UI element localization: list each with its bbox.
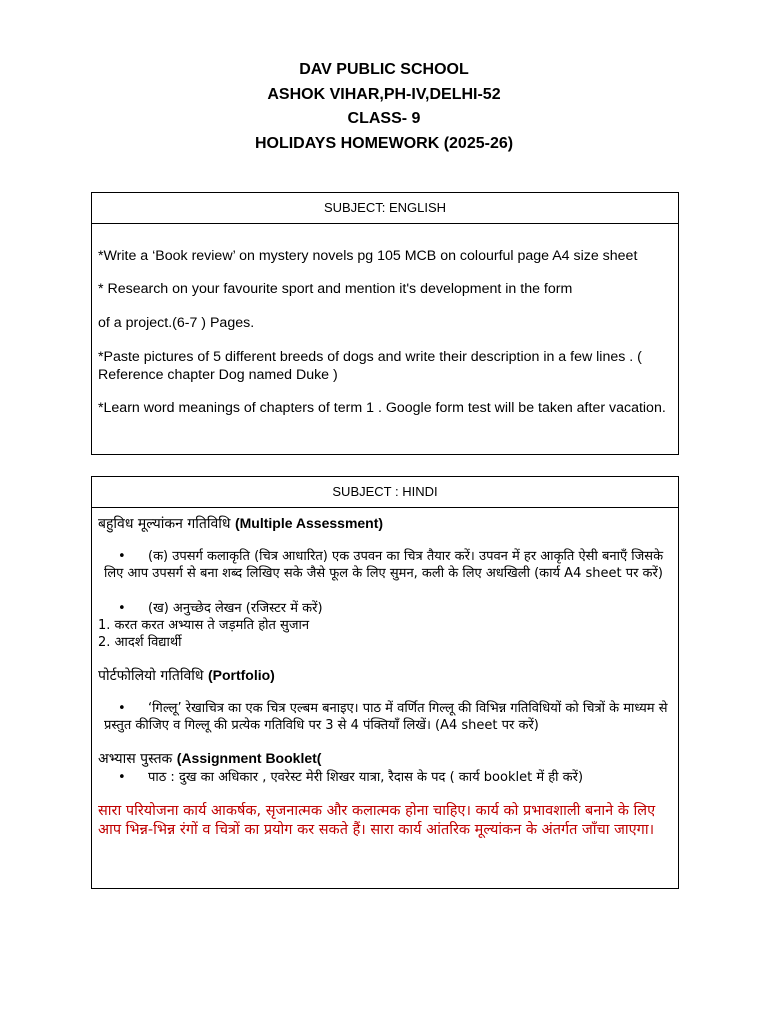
bullet-item-a: • (क) उपसर्ग कलाकृति (चित्र आधारित) एक उपवन का चित्र तैयार करें। उपवन में हर आकृति ऐसी बनाएँ जिसके लिए आप उपसर्ग से बना शब्द लिखिए सके जैसे फूल के लिए सुमन, कली के लिए अधखिली (कार्य A4 sheet पर करें) bbox=[104, 549, 664, 581]
portfolio-heading: पोर्टफोलियो गतिविधि (Portfolio) bbox=[98, 667, 275, 684]
homework-title: HOLIDAYS HOMEWORK (2025-26) bbox=[254, 134, 514, 152]
hindi-subject-title: SUBJECT : HINDI bbox=[92, 477, 678, 508]
assignment-booklet-heading: अभ्यास पुस्तक (Assignment Booklet( bbox=[98, 750, 322, 767]
bullet-icon: • bbox=[118, 601, 126, 616]
essay-option-1: 1. करत करत अभ्यास ते जड़मति होत सुजान bbox=[98, 618, 310, 633]
bullet-icon: • bbox=[118, 701, 126, 716]
english-body bbox=[92, 247, 678, 417]
bullet-icon: • bbox=[118, 549, 126, 564]
english-subject-title: SUBJECT: ENGLISH bbox=[92, 193, 678, 224]
bullet-item-c: • ‘गिल्लू’ रेखाचित्र का एक चित्र एल्बम बनाइए। पाठ में वर्णित गिल्लू की विभिन्न गतिविधियों को चित्रों के माध्यम से प्रस्तुत कीजिए व गिल्लू की प्रत्येक गतिविधि पर 3 से 4 पंक्तियाँ लिखें। (A4 sheet पर करें) bbox=[104, 701, 668, 733]
essay-option-2: 2. आदर्श विद्यार्थी bbox=[98, 635, 182, 650]
project-guidelines-note: सारा परियोजना कार्य आकर्षक, सृजनात्मक और कलात्मक होना चाहिए। कार्य को प्रभावशाली बनाने के लिए आप भिन्न-भिन्न रंगों व चित्रों का प्रयोग कर सकते हैं। सारा कार्य आंतरिक मूल्यांकन के अंतर्गत जाँचा जाएगा। bbox=[98, 803, 656, 838]
school-name: DAV PUBLIC SCHOOL bbox=[299, 61, 469, 78]
english-item-book-review: *Write a ‘Book review’ on mystery novels pg 105 MCB on colourful page A4 size sheet bbox=[98, 248, 638, 264]
english-item-dog-breeds: *Paste pictures of 5 different breeds of dogs and write their description in a few lines . ( Reference chapter Dog named Duke ) bbox=[98, 349, 642, 383]
school-address: ASHOK VIHAR,PH-IV,DELHI-52 bbox=[267, 85, 501, 103]
class-label: CLASS- 9 bbox=[347, 110, 421, 127]
multiple-assessment-heading: बहुविध मूल्यांकन गतिविधि (Multiple Assessment) bbox=[98, 515, 384, 532]
bullet-item-b: • (ख) अनुच्छेद लेखन (रजिस्टर में करें) bbox=[118, 601, 323, 616]
english-item-research: * Research on your favourite sport and mention it's development in the form bbox=[98, 281, 573, 297]
english-item-word-meanings: *Learn word meanings of chapters of term 1 . Google form test will be taken after vacation. bbox=[98, 400, 666, 416]
bullet-item-d: • पाठ : दुख का अधिकार , एवरेस्ट मेरी शिखर यात्रा, रैदास के पद ( कार्य booklet में ही करें) bbox=[118, 770, 584, 785]
hindi-section bbox=[91, 476, 679, 889]
english-section bbox=[91, 192, 679, 455]
hindi-body bbox=[92, 513, 678, 840]
english-item-project-pages: of a project.(6-7 ) Pages. bbox=[98, 315, 255, 331]
document-header bbox=[0, 58, 768, 156]
bullet-icon: • bbox=[118, 770, 126, 785]
